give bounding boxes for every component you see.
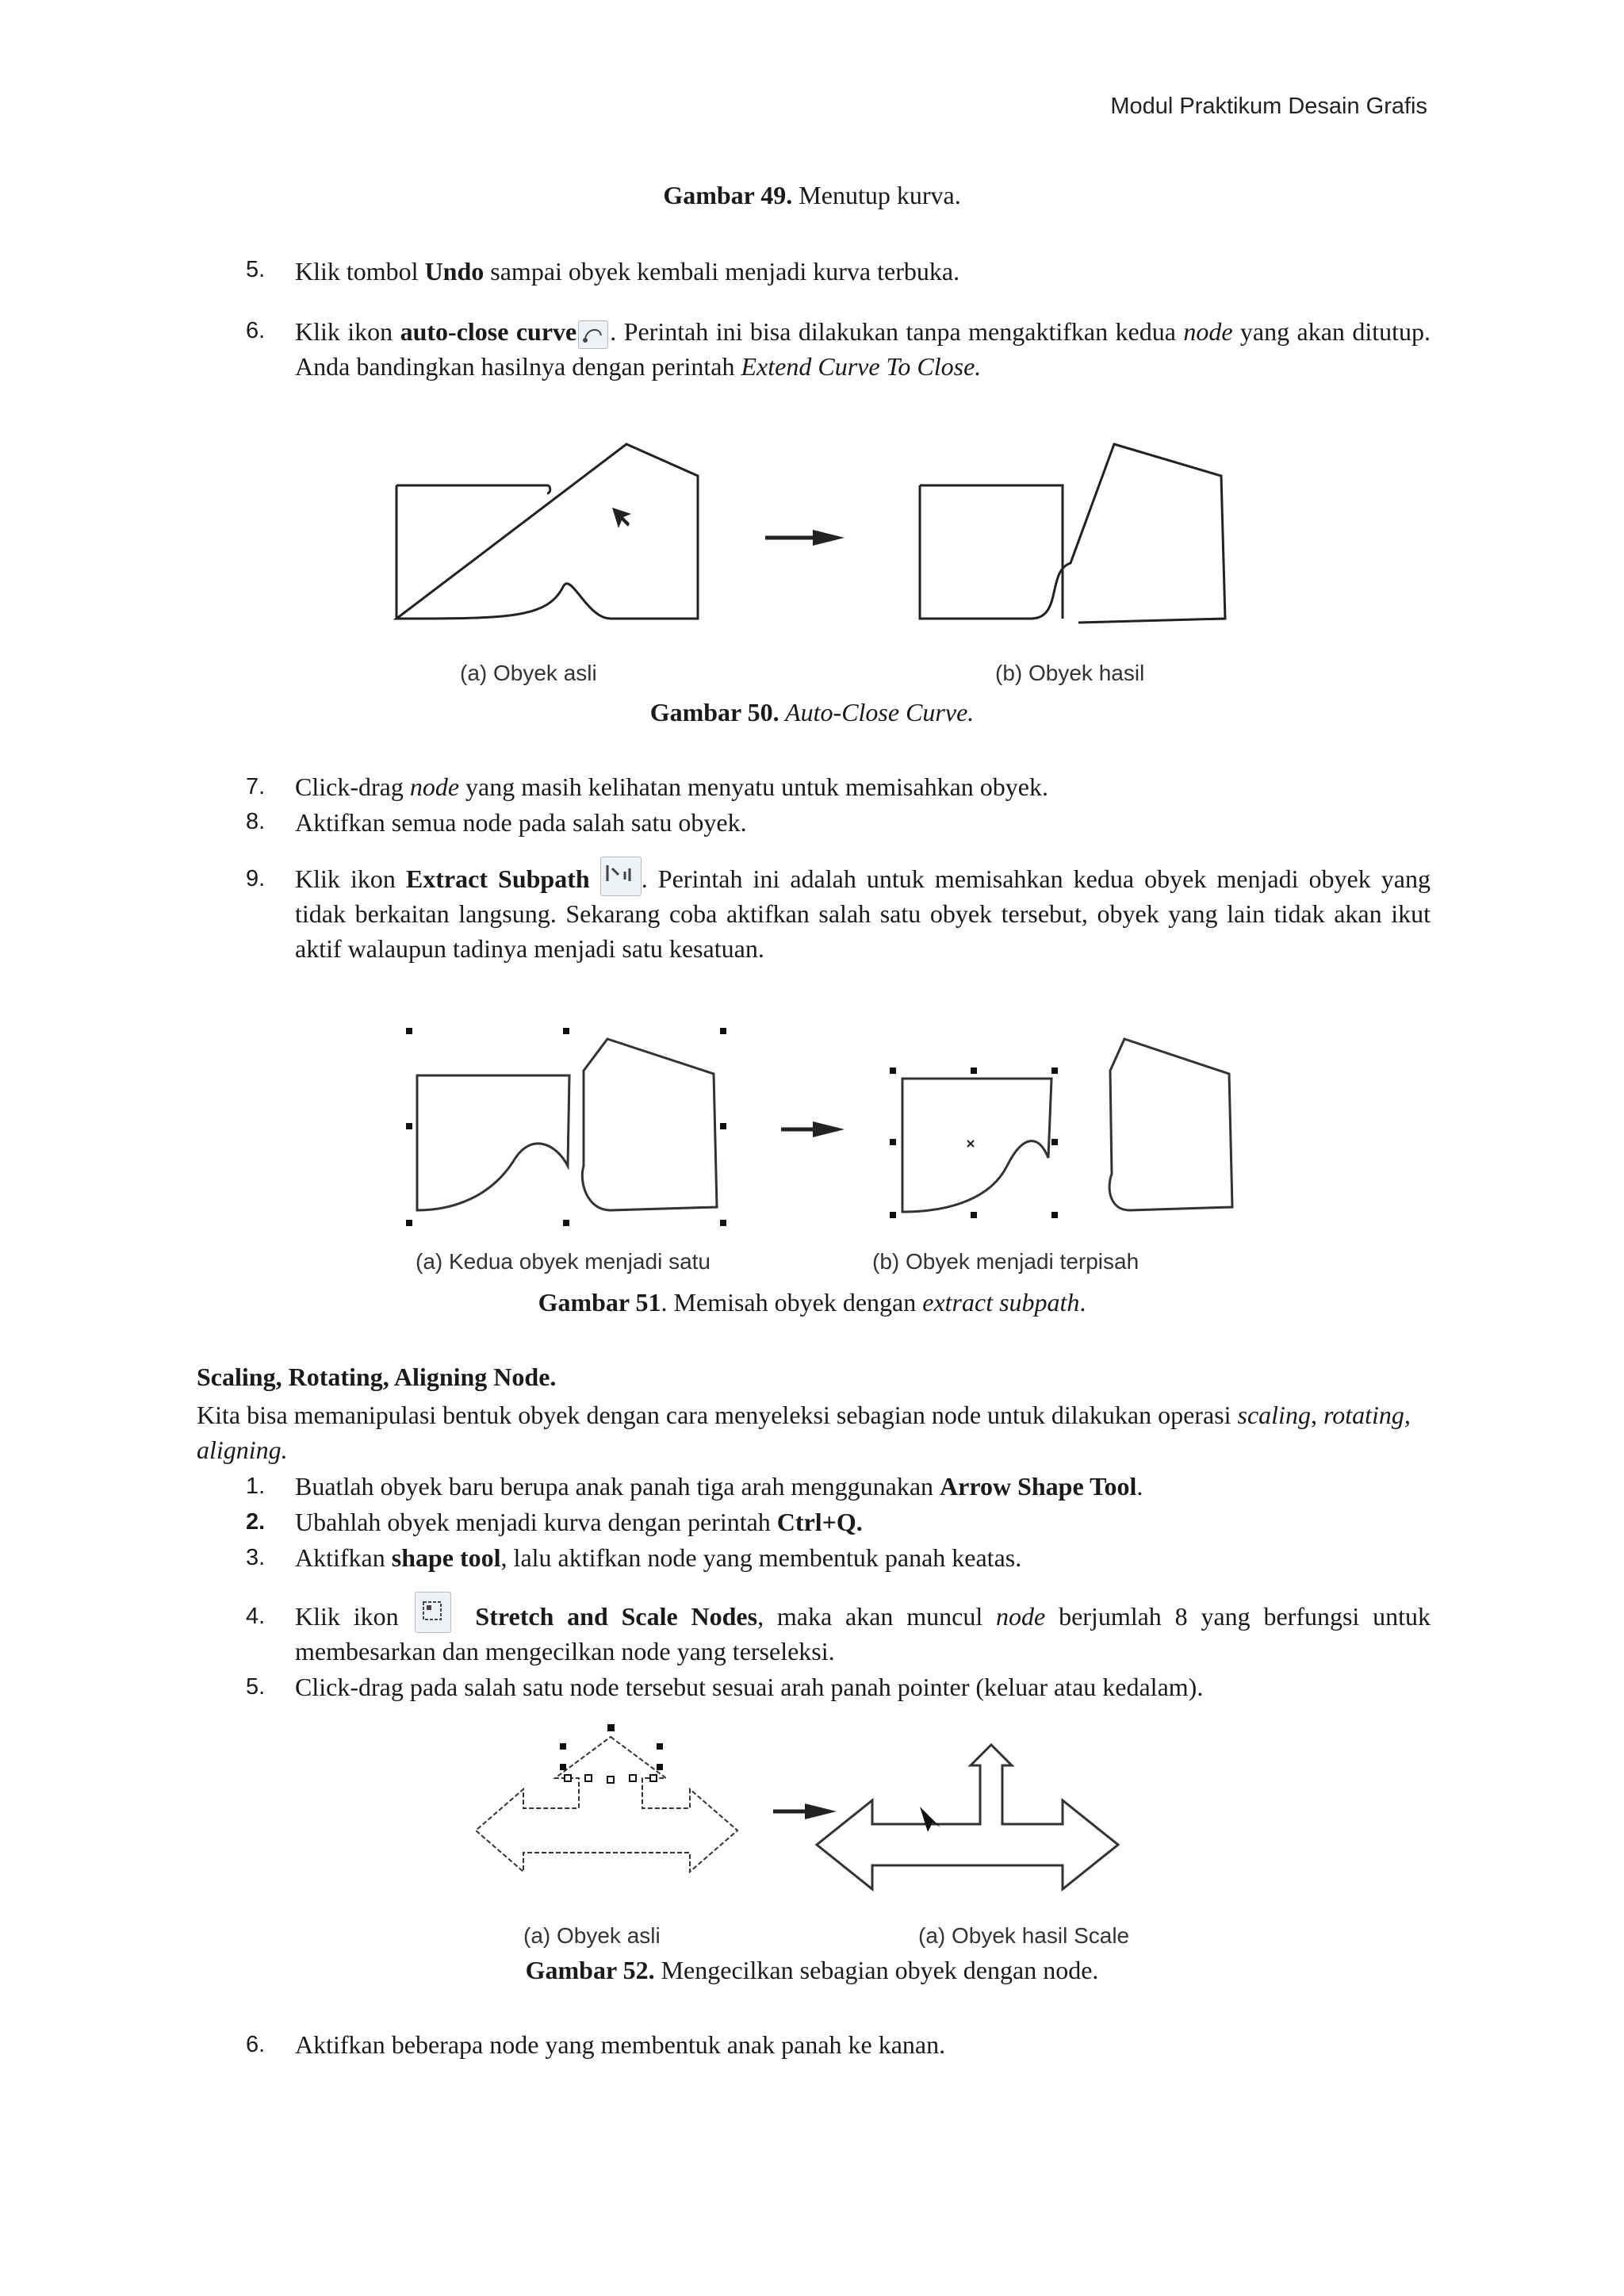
step-number: 6. <box>246 2032 266 2057</box>
figure-50-label-right: (b) Obyek hasil <box>995 661 1145 685</box>
step-number: 3. <box>246 1545 266 1570</box>
figure-50-illustration <box>381 428 1253 690</box>
arrow-right-icon <box>813 530 845 546</box>
cursor-arrow-icon <box>612 508 631 528</box>
figure-51-caption: Gambar 51. Memisah obyek dengan extract subpath. <box>538 1288 1086 1317</box>
step-9-text: Klik ikon Extract Subpath . Perintah ini adalah untuk memisahkan kedua obyek menjadi obyek yang tidak berkaitan langsung. Sekarang coba aktifkan salah satu obyek tersebut, obyek yang lain tidak akan ikut aktif walaupun tadinya menjadi satu kesatuan. <box>295 861 1431 966</box>
step-number: 5. <box>246 257 266 282</box>
step-number: 1. <box>246 1474 266 1499</box>
figure-52-caption: Gambar 52. Mengecilkan sebagian obyek dengan node. <box>525 1956 1099 1984</box>
step-6-text: Klik ikon auto-close curve . Perintah ini bisa dilakukan tanpa mengaktifkan kedua node yang akan ditutup. Anda bandingkan hasilnya dengan perintah Extend Curve To Close. <box>295 317 1431 381</box>
scale-step-6-text: Aktifkan beberapa node yang membentuk anak panah ke kanan. <box>295 2030 946 2059</box>
step-number: 8. <box>246 809 266 834</box>
step-number: 9. <box>246 866 266 891</box>
step-7-text: Click-drag node yang masih kelihatan menyatu untuk memisahkan obyek. <box>295 772 1048 801</box>
step-5-text: Klik tombol Undo sampai obyek kembali menjadi kurva terbuka. <box>295 257 960 286</box>
auto-close-curve-icon <box>578 320 608 349</box>
scale-step-2-text: Ubahlah obyek menjadi kurva dengan perintah Ctrl+Q. <box>295 1508 863 1536</box>
section-intro: Kita bisa memanipulasi bentuk obyek dengan cara menyeleksi sebagian node untuk dilakukan operasi scaling, rotating, aligning. <box>197 1401 1411 1464</box>
running-header: Modul Praktikum Desain Grafis <box>1110 94 1427 119</box>
figure-52-illustration <box>460 1713 1174 1967</box>
step-8-text: Aktifkan semua node pada salah satu obyek. <box>295 808 747 837</box>
step-number: 7. <box>246 774 266 799</box>
step-number: 4. <box>246 1604 266 1629</box>
scale-step-1-text: Buatlah obyek baru berupa anak panah tiga arah menggunakan Arrow Shape Tool. <box>295 1472 1143 1501</box>
extract-subpath-icon <box>600 857 642 896</box>
step-number: 2. <box>246 1509 266 1535</box>
scale-step-5-text: Click-drag pada salah satu node tersebut sesuai arah panah pointer (keluar atau kedalam). <box>295 1673 1204 1701</box>
figure-51-label-right: (b) Obyek menjadi terpisah <box>872 1249 1139 1274</box>
step-number: 5. <box>246 1674 266 1700</box>
step-number: 6. <box>246 318 266 343</box>
stretch-scale-nodes-icon <box>415 1592 451 1633</box>
figure-52-label-left: (a) Obyek asli <box>523 1923 661 1948</box>
figure-49-caption: Gambar 49. Menutup kurva. <box>663 181 961 209</box>
figure-50-caption: Gambar 50. Auto-Close Curve. <box>649 698 975 726</box>
scale-step-3-text: Aktifkan shape tool, lalu aktifkan node yang membentuk panah keatas. <box>295 1543 1022 1572</box>
figure-52-label-right: (a) Obyek hasil Scale <box>918 1923 1130 1948</box>
figure-51-label-left: (a) Kedua obyek menjadi satu <box>416 1249 710 1274</box>
scale-step-4-text: Klik ikon Stretch and Scale Nodes, maka akan muncul node berjumlah 8 yang berfungsi untuk membesarkan dan mengecilkan node yang terseleksi. <box>295 1599 1431 1669</box>
figure-50-label-left: (a) Obyek asli <box>460 661 597 685</box>
section-heading: Scaling, Rotating, Aligning Node. <box>197 1363 557 1391</box>
figure-51-illustration <box>381 1007 1253 1277</box>
